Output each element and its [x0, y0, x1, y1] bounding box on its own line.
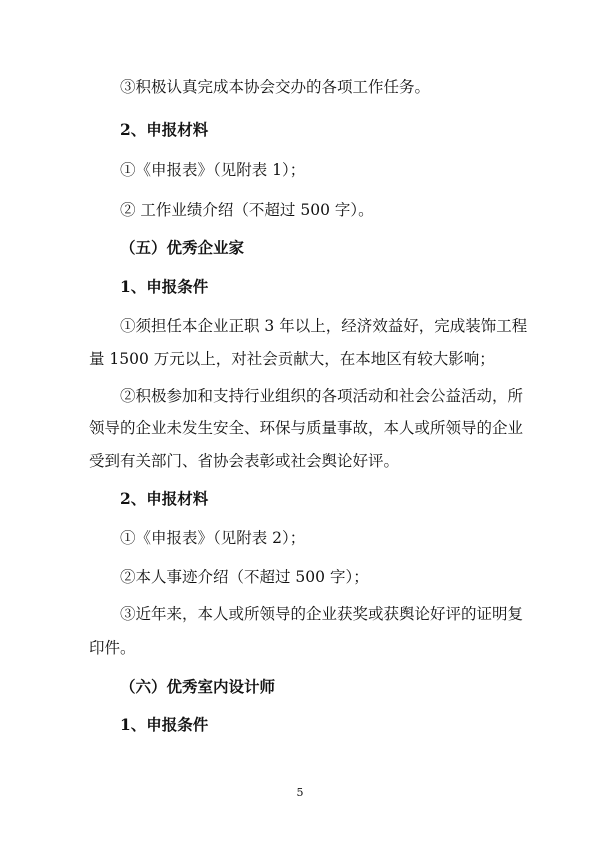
paragraph-condition-2-line-1: ②积极参加和支持行业组织的各项活动和社会公益活动，所	[120, 387, 524, 405]
heading-application-materials-2: 2、申报材料	[120, 489, 209, 508]
list-item-application-form-2: ①《申报表》（见附表 2）；	[120, 529, 306, 547]
paragraph-condition-2-line-3: 受到有关部门、省协会表彰或社会舆论好评。	[89, 452, 400, 470]
list-item-personal-deeds: ②本人事迹介绍（不超过 500 字）；	[120, 568, 369, 586]
list-item-work-performance: ② 工作业绩介绍（不超过 500 字）。	[120, 201, 374, 219]
paragraph-task-completion: ③积极认真完成本协会交办的各项工作任务。	[120, 78, 431, 96]
heading-application-conditions: 1、申报条件	[120, 277, 209, 296]
heading-application-materials: 2、申报材料	[120, 120, 209, 139]
section-heading-outstanding-entrepreneur: （五）优秀企业家	[120, 238, 245, 257]
paragraph-condition-1-line-2: 量 1500 万元以上，对社会贡献大，在本地区有较大影响；	[89, 350, 495, 368]
paragraph-condition-2-line-2: 领导的企业未发生安全、环保与质量事故，本人或所领导的企业	[89, 419, 524, 437]
page-number: 5	[296, 786, 304, 799]
paragraph-awards-proof-line-1: ③近年来，本人或所领导的企业获奖或获舆论好评的证明复	[120, 605, 524, 623]
paragraph-condition-1-line-1: ①须担任本企业正职 3 年以上，经济效益好，完成装饰工程	[120, 317, 528, 335]
section-heading-outstanding-interior-designer: （六）优秀室内设计师	[120, 677, 276, 696]
paragraph-awards-proof-line-2: 印件。	[89, 639, 136, 657]
heading-application-conditions-2: 1、申报条件	[120, 715, 209, 734]
list-item-application-form: ①《申报表》（见附表 1）；	[120, 161, 306, 179]
